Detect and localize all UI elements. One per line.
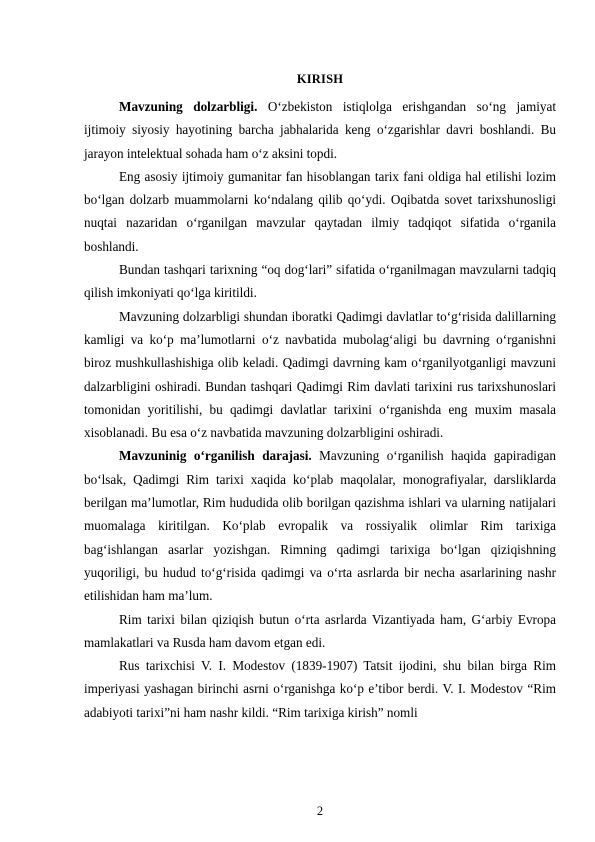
paragraph-text: O‘zbekiston istiqlolga erishgandan so‘ng jamiyat ijtimoiy siyosiy hayotining barcha jabhalarida keng o‘zgarishlar davri boshlandi. Bu jarayon intelektual sohada ham o‘z aksini topdi.: [84, 99, 557, 161]
paragraph: [84, 305, 556, 445]
paragraph-heading: Mavzuninig o‘rganilish darajasi.: [119, 448, 312, 464]
paragraph-text: Eng asosiy ijtimoiy gumanitar fan hisoblangan tarix fani oldiga hal etilishi lozim bo‘lgan dolzarb muammolarni ko‘ndalang qilib qo‘ydi. Oqibatda sovet tarixshunosligi nuqtai nazaridan o‘rganilgan mavzular qaytadan ilmiy tadqiqot sifatida o‘rganila boshlandi.: [84, 168, 556, 254]
paragraph-text: Rim tarixi bilan qiziqish butun o‘rta asrlarda Vizantiyada ham, G‘arbiy Evropa mamlakatlari va Rusda ham davom etgan edi.: [84, 611, 556, 650]
paragraph: [84, 654, 556, 724]
page-title: KIRISH: [296, 72, 344, 86]
paragraph-heading: Mavzuning dolzarbligi.: [119, 99, 258, 114]
body-text: [84, 95, 556, 724]
paragraph-text: Bundan tashqari tarixning “oq dog‘lari” sifatida o‘rganilmagan mavzularni tadqiq qilish imkoniyati qo‘lga kiritildi.: [84, 262, 556, 301]
paragraph-relevance: [84, 95, 556, 165]
paragraph-text: Rus tarixchisi V. I. Modestov (1839-1907) Tatsit ijodini, shu bilan birga Rim imperiyasi yashagan birinchi asrni o‘rganishga ko‘p e’tibor berdi. V. I. Modestov “Rim adabiyoti tarixi”ni ham nashr kildi. “Rim tarixiga kirish” nomli: [84, 658, 556, 720]
paragraph-text: Mavzuning o‘rganilish haqida gapiradigan bo‘lsak, Qadimgi Rim tarixi xaqida ko‘plab maqolalar, monografiyalar, darsliklarda berilgan ma’lumotlar, Rim hududida olib borilgan qazishma ishlari va ularning natijalari muomalaga kiritilgan. Ko‘plab evropalik va rossiyalik olimlar Rim tarixiga bag‘ishlangan asarlar yozishgan. Rimning qadimgi tarixiga bo‘lgan qiziqishning yuqoriligi, bu hudud to‘g‘risida qadimgi va o‘rta asrlarda bir necha asarlarining nashr etilishidan ham ma’lum.: [84, 448, 556, 604]
paragraph-text: Mavzuning dolzarbligi shundan iboratki Qadimgi davlatlar to‘g‘risida dalillarning kamligi va ko‘p ma’lumotlarni o‘z navbatida mubolag‘aligi bu davrning o‘rganishni biroz mushkullashishiga olib keladi. Qadimgi davrning kam o‘rganilyotganligi mavzuni dalzarbligini oshiradi. Bundan tashqari Qadimgi Rim davlati tarixini rus tarixshunoslari tomonidan yoritilishi, bu qadimgi davlatlar tarixini o‘rganishda eng muxim masala xisoblanadi. Bu esa o‘z navbatida mavzuning dolzarbligini oshiradi.: [84, 308, 556, 441]
page-number: 2: [316, 804, 324, 818]
paragraph-study-degree: [84, 444, 556, 607]
paragraph: [84, 608, 556, 655]
paragraph: [84, 258, 556, 305]
paragraph: [84, 165, 556, 258]
